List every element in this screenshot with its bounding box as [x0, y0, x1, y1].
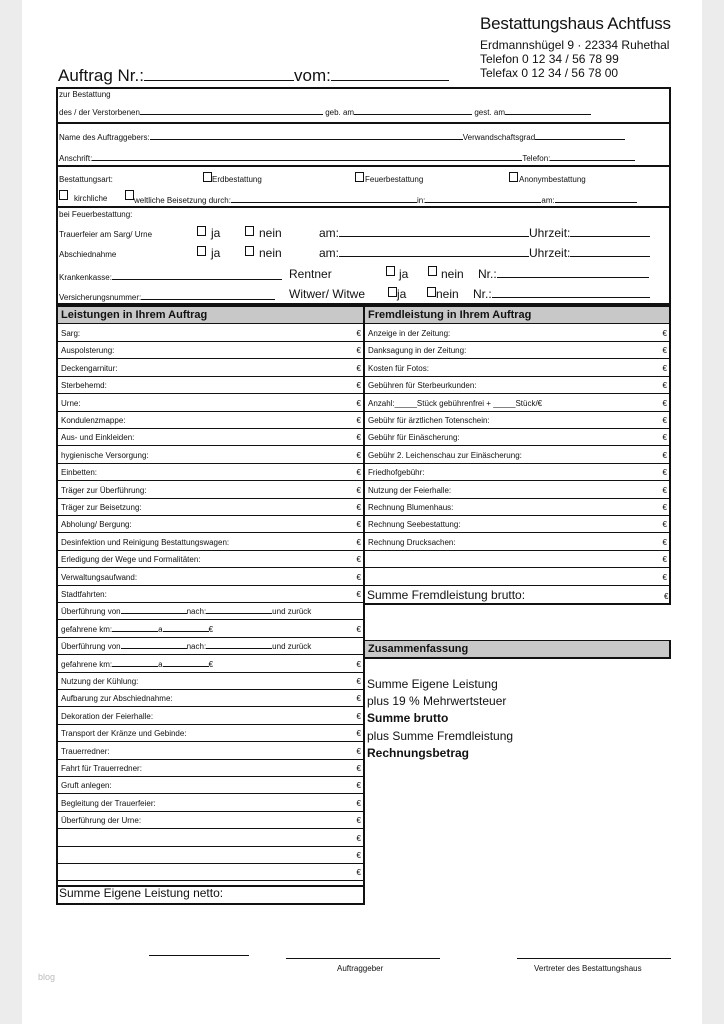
blank-field[interactable]	[206, 640, 272, 649]
service-row-label: Fahrt für Trauerredner:	[61, 764, 142, 773]
euro-sign: €	[356, 433, 361, 442]
external-service-row-label: Danksagung in der Zeitung:	[368, 346, 467, 355]
retiree-yes-checkbox[interactable]	[386, 266, 395, 276]
ceremony-yes-checkbox[interactable]	[197, 226, 206, 236]
external-service-row-label: Friedhofgebühr:	[368, 468, 425, 477]
external-service-row-label: Nutzung der Feierhalle:	[368, 486, 452, 495]
church-checkbox[interactable]	[59, 190, 68, 200]
service-row[interactable]	[58, 725, 363, 742]
external-service-row-label: Gebühr für ärztlichen Totenschein:	[368, 416, 490, 425]
service-row-label: Auspolsterung:	[61, 346, 115, 355]
service-row[interactable]	[58, 395, 363, 412]
retiree-no-label: nein	[441, 267, 464, 281]
agent-signature-line[interactable]	[517, 958, 671, 959]
cremation-label: Feuerbestattung	[365, 175, 424, 184]
service-row[interactable]	[58, 777, 363, 794]
earth-burial-checkbox[interactable]	[203, 172, 212, 182]
insurance-row: Krankenkasse:	[59, 271, 282, 282]
service-row[interactable]	[58, 360, 363, 377]
service-row-label: hygienische Versorgung:	[61, 451, 149, 460]
a-label: a	[158, 660, 163, 669]
service-row[interactable]	[58, 847, 363, 864]
external-service-row-label: Gebühr für Einäscherung:	[368, 433, 460, 442]
ceremony-label: Trauerfeier am Sarg/ Urne	[59, 230, 153, 239]
external-service-row-label: Rechnung Drucksachen:	[368, 538, 456, 547]
nach-label: nach:	[186, 607, 207, 616]
address-field[interactable]	[92, 152, 522, 161]
client-signature-line[interactable]	[286, 958, 440, 959]
farewell-am-field[interactable]	[339, 246, 529, 257]
service-row[interactable]	[58, 708, 363, 725]
church-label: kirchliche	[74, 194, 108, 203]
euro-sign: €	[662, 555, 667, 564]
zur-bestattung-label: zur Bestattung	[59, 90, 111, 99]
service-row-label: Einbetten:	[61, 468, 98, 477]
summary-header: Zusammenfassung	[365, 641, 669, 657]
service-row-label: Nutzung der Kühlung:	[61, 677, 139, 686]
secular-checkbox[interactable]	[125, 190, 134, 200]
euro-sign: €	[662, 468, 667, 477]
euro-sign: €	[356, 712, 361, 721]
service-row-label: Transport der Kränze und Gebinde:	[61, 729, 187, 738]
external-service-row[interactable]	[365, 412, 669, 429]
summary-vat-label: plus 19 % Mehrwertsteuer	[367, 694, 507, 708]
external-service-row[interactable]	[365, 377, 669, 394]
birth-date-field[interactable]	[354, 106, 472, 115]
service-row-label: Kondulenzmappe:	[61, 416, 126, 425]
service-row-label: Träger zur Überführung:	[61, 486, 147, 495]
location-field[interactable]	[425, 194, 541, 203]
deceased-row: des / der Verstorbenen geb. am gest. am	[59, 106, 591, 117]
service-row-label: Begleitung der Trauerfeier:	[61, 799, 156, 808]
euro-sign: €	[356, 381, 361, 390]
service-row-label: Desinfektion und Reinigung Bestattungswagen:	[61, 538, 230, 547]
external-service-row[interactable]	[365, 499, 669, 516]
retiree-label: Rentner	[289, 267, 332, 281]
transfer-row[interactable]	[58, 638, 363, 655]
service-row[interactable]	[58, 325, 363, 342]
phone-field[interactable]	[550, 152, 635, 161]
widow-yes-checkbox[interactable]	[388, 287, 397, 297]
policy-number-field[interactable]	[141, 291, 275, 300]
order-number-field[interactable]	[144, 66, 294, 81]
summary-external-label: plus Summe Fremdleistung	[367, 729, 514, 743]
relationship-field[interactable]	[535, 131, 625, 140]
euro-sign: €	[356, 451, 361, 460]
blank-field[interactable]	[163, 623, 209, 632]
blank-field[interactable]	[206, 605, 272, 614]
ceremony-date-row: am: Uhrzeit:	[319, 226, 650, 240]
farewell-no-label: nein	[259, 246, 282, 260]
blank-field[interactable]	[112, 623, 158, 632]
euro-sign: €	[662, 520, 667, 529]
euro-sign: €	[662, 573, 667, 582]
transfer-row[interactable]	[58, 603, 363, 620]
euro-sign: €	[662, 433, 667, 442]
services-header: Leistungen in Ihrem Auftrag	[58, 307, 363, 324]
farewell-yes-checkbox[interactable]	[197, 246, 206, 256]
gefahrene-km-label: gefahrene km:	[61, 660, 113, 669]
external-service-row-label: Anzeige in der Zeitung:	[368, 329, 451, 338]
euro-sign: €	[356, 399, 361, 408]
external-total-label: Summe Fremdleistung brutto:	[367, 588, 526, 602]
service-row-label: Aufbarung zur Abschiednahme:	[61, 694, 173, 703]
service-row[interactable]	[58, 412, 363, 429]
euro-sign: €	[662, 486, 667, 495]
blank-field[interactable]	[112, 658, 158, 667]
euro-sign: €	[208, 660, 214, 669]
address-row: Anschrift: Telefon:	[59, 152, 635, 163]
widow-nr-field[interactable]	[492, 287, 650, 298]
service-row-label: Urne:	[61, 399, 81, 408]
external-service-row-label: Rechnung Seebestattung:	[368, 520, 461, 529]
a-label: a	[158, 625, 163, 634]
policy-row: Versicherungsnummer:	[59, 291, 275, 302]
euro-sign: €	[356, 816, 361, 825]
euro-sign: €	[356, 799, 361, 808]
euro-sign: €	[356, 555, 361, 564]
external-total-euro: €	[664, 592, 669, 601]
service-row-label: Stadtfahrten:	[61, 590, 107, 599]
document-page	[22, 0, 702, 1024]
insurance-field[interactable]	[112, 271, 282, 280]
order-date-label: vom:	[293, 66, 331, 85]
euro-sign: €	[356, 729, 361, 738]
external-service-row[interactable]	[365, 325, 669, 342]
client-signature-label: Auftraggeber	[337, 964, 384, 973]
service-row[interactable]	[58, 864, 363, 881]
service-row-label: Trauerredner:	[61, 747, 110, 756]
euro-sign: €	[662, 451, 667, 460]
cremation-checkbox[interactable]	[355, 172, 364, 182]
service-row[interactable]	[58, 743, 363, 760]
euro-sign: €	[356, 416, 361, 425]
euro-sign: €	[662, 503, 667, 512]
euro-sign: €	[356, 468, 361, 477]
service-row-label: Erledigung der Wege und Formalitäten:	[61, 555, 201, 564]
cremation-section-label: bei Feuerbestattung:	[59, 210, 133, 219]
service-row[interactable]	[58, 830, 363, 847]
distance-row[interactable]	[58, 621, 363, 638]
service-row[interactable]	[58, 673, 363, 690]
farewell-yes-label: ja	[211, 246, 221, 260]
widow-label: Witwer/ Witwe	[289, 287, 365, 301]
euro-sign: €	[356, 677, 361, 686]
euro-sign: €	[356, 834, 361, 843]
service-row-label: Deckengarnitur:	[61, 364, 118, 373]
euro-sign: €	[208, 625, 214, 634]
widow-no-label: nein	[436, 287, 459, 301]
service-row[interactable]	[58, 690, 363, 707]
euro-sign: €	[356, 573, 361, 582]
service-row-label: Verwaltungsaufwand:	[61, 573, 138, 582]
euro-sign: €	[662, 364, 667, 373]
retiree-nr-field[interactable]	[497, 267, 649, 278]
company-fax: Telefax 0 12 34 / 56 78 00	[480, 66, 619, 80]
service-row[interactable]	[58, 516, 363, 533]
service-row[interactable]	[58, 551, 363, 568]
gefahrene-km-label: gefahrene km:	[61, 625, 113, 634]
agent-signature-label: Vertreter des Bestattungshaus	[534, 964, 642, 973]
euro-sign: €	[356, 503, 361, 512]
retiree-no-checkbox[interactable]	[428, 266, 437, 276]
external-service-row[interactable]	[365, 516, 669, 533]
euro-sign: €	[662, 416, 667, 425]
blank-field[interactable]	[121, 640, 187, 649]
euro-sign: €	[356, 694, 361, 703]
external-service-row[interactable]	[365, 447, 669, 464]
euro-sign: €	[662, 381, 667, 390]
client-name-field[interactable]	[150, 131, 463, 140]
service-row[interactable]	[58, 464, 363, 481]
service-row-label: Abholung/ Bergung:	[61, 520, 132, 529]
service-row[interactable]	[58, 812, 363, 829]
ueberfuehrung-von-label: Überführung von	[61, 642, 121, 651]
service-row-label: Dekoration der Feierhalle:	[61, 712, 154, 721]
death-date-field[interactable]	[505, 106, 591, 115]
order-title	[58, 66, 449, 86]
client-row: Name des Auftraggebers: Verwandschaftsgrad	[59, 131, 625, 142]
service-row-label: Sarg:	[61, 329, 81, 338]
company-name: Bestattungshaus Achtfuss	[480, 14, 671, 33]
euro-sign: €	[356, 364, 361, 373]
order-number-label: Auftrag Nr.:	[58, 66, 144, 85]
nach-label: nach:	[186, 642, 207, 651]
service-row[interactable]	[58, 586, 363, 603]
external-service-row[interactable]	[365, 429, 669, 446]
service-row[interactable]	[58, 342, 363, 359]
services-total-label: Summe Eigene Leistung netto:	[59, 886, 224, 900]
farewell-label: Abschiednahme	[59, 250, 117, 259]
service-row-label: Gruft anlegen:	[61, 781, 112, 790]
euro-sign: €	[356, 625, 361, 634]
external-service-row[interactable]	[365, 482, 669, 499]
external-service-row[interactable]	[365, 551, 669, 568]
service-row-label: Träger zur Beisetzung:	[61, 503, 142, 512]
external-service-row-label: Rechnung Blumenhaus:	[368, 503, 454, 512]
external-services-header: Fremdleistung in Ihrem Auftrag	[365, 307, 669, 324]
burial-type-label: Bestattungsart:	[59, 175, 113, 184]
officiant-field[interactable]	[231, 194, 417, 203]
euro-sign: €	[662, 399, 667, 408]
service-row[interactable]	[58, 447, 363, 464]
euro-sign: €	[356, 781, 361, 790]
service-row-label: Überführung der Urne:	[61, 816, 142, 825]
service-row[interactable]	[58, 377, 363, 394]
deceased-name-field[interactable]	[140, 106, 323, 115]
service-row[interactable]	[58, 499, 363, 516]
company-address: Erdmannshügel 9 · 22334 Ruhethal	[480, 38, 670, 52]
euro-sign: €	[356, 346, 361, 355]
service-row[interactable]	[58, 760, 363, 777]
external-service-row[interactable]	[365, 534, 669, 551]
external-service-row-label: Gebühr 2. Leichenschau zur Einäscherung:	[368, 451, 522, 460]
external-service-row[interactable]	[365, 342, 669, 359]
euro-sign: €	[356, 590, 361, 599]
ceremony-no-label: nein	[259, 226, 282, 240]
euro-sign: €	[356, 764, 361, 773]
date-signature-line[interactable]	[149, 955, 249, 956]
distance-row[interactable]	[58, 656, 363, 673]
retiree-yes-label: ja	[399, 267, 409, 281]
und-zurueck-label: und zurück	[272, 607, 312, 616]
euro-sign: €	[662, 538, 667, 547]
company-phone: Telefon 0 12 34 / 56 78 99	[480, 52, 619, 66]
external-service-row[interactable]	[365, 569, 669, 586]
euro-sign: €	[356, 851, 361, 860]
watermark: blog	[38, 972, 56, 982]
service-row-label: Sterbehemd:	[61, 381, 107, 390]
external-service-row-label: Kosten für Fotos:	[368, 364, 429, 373]
blank-field[interactable]	[121, 605, 187, 614]
summary-own-label: Summe Eigene Leistung	[367, 677, 498, 691]
widow-yes-label: ja	[397, 287, 407, 301]
ueberfuehrung-von-label: Überführung von	[61, 607, 121, 616]
ceremony-yes-label: ja	[211, 226, 221, 240]
farewell-no-checkbox[interactable]	[245, 246, 254, 256]
summary-gross-label: Summe brutto	[367, 711, 449, 725]
earth-burial-label: Erdbestattung	[212, 175, 262, 184]
farewell-date-row: am: Uhrzeit:	[319, 246, 650, 260]
secular-row: weltliche Beisetzung durch: in: am:	[134, 194, 637, 205]
euro-sign: €	[356, 520, 361, 529]
external-service-row-label: Gebühren für Sterbeurkunden:	[368, 381, 477, 390]
ceremony-no-checkbox[interactable]	[245, 226, 254, 236]
farewell-time-field[interactable]	[570, 246, 650, 257]
euro-sign: €	[356, 538, 361, 547]
external-service-row[interactable]	[365, 395, 669, 412]
external-service-row[interactable]	[365, 360, 669, 377]
und-zurueck-label: und zurück	[272, 642, 312, 651]
external-service-row[interactable]	[365, 464, 669, 481]
anonymous-burial-label: Anonymbestattung	[519, 175, 586, 184]
service-row[interactable]	[58, 534, 363, 551]
external-service-row-label: Anzahl:_____Stück gebührenfrei + _____Stück/€	[368, 399, 543, 408]
euro-sign: €	[356, 329, 361, 338]
ceremony-am-field[interactable]	[339, 226, 529, 237]
widow-no-checkbox[interactable]	[427, 287, 436, 297]
euro-sign: €	[356, 747, 361, 756]
euro-sign: €	[356, 660, 361, 669]
ceremony-date-field[interactable]	[555, 194, 637, 203]
euro-sign: €	[662, 346, 667, 355]
widow-nr-row: Nr.:	[473, 287, 650, 301]
ceremony-time-field[interactable]	[570, 226, 650, 237]
order-date-field[interactable]	[331, 66, 449, 81]
summary-invoice-label: Rechnungsbetrag	[367, 746, 470, 760]
retiree-nr-row: Nr.:	[478, 267, 649, 281]
service-row[interactable]	[58, 569, 363, 586]
euro-sign: €	[662, 329, 667, 338]
anonymous-burial-checkbox[interactable]	[509, 172, 518, 182]
service-row[interactable]	[58, 429, 363, 446]
blank-field[interactable]	[163, 658, 209, 667]
euro-sign: €	[356, 868, 361, 877]
euro-sign: €	[356, 486, 361, 495]
service-row[interactable]	[58, 482, 363, 499]
service-row[interactable]	[58, 795, 363, 812]
service-row-label: Aus- und Einkleiden:	[61, 433, 135, 442]
